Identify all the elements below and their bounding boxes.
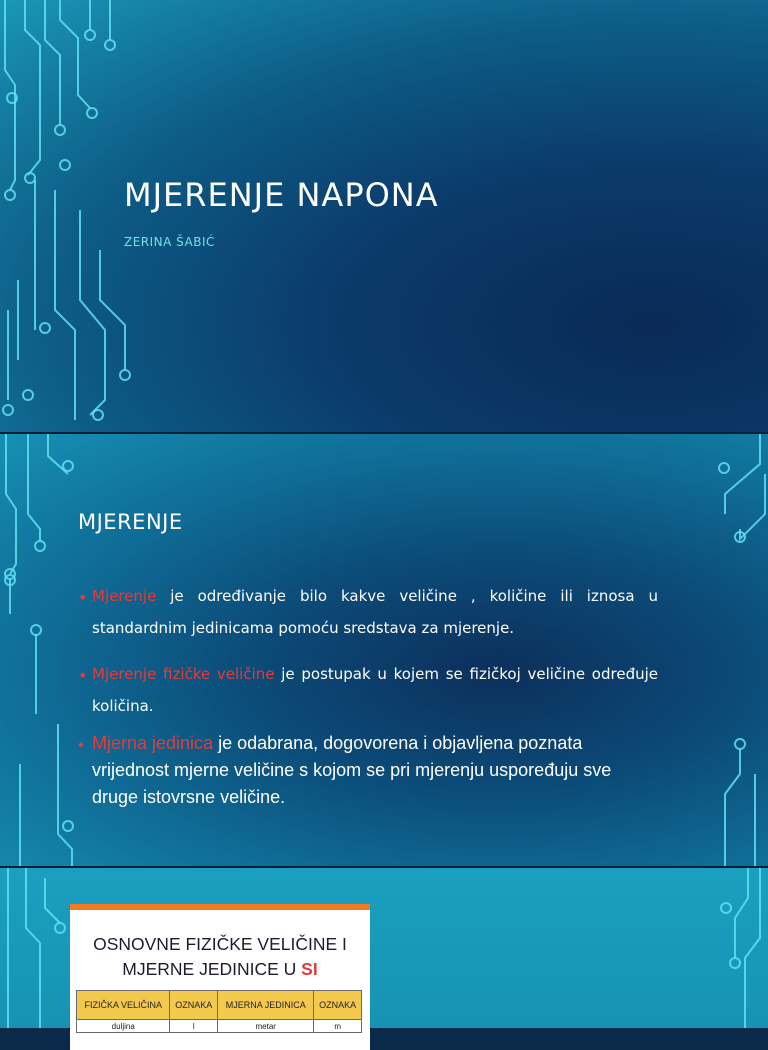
table-cell: duljina	[77, 1020, 170, 1033]
bullet-dot-icon: •	[78, 666, 88, 685]
table-cell: m	[314, 1020, 362, 1033]
bullet-highlight: Mjerna jedinica	[92, 733, 214, 753]
table-header-row	[77, 991, 362, 1020]
si-units-card	[70, 904, 370, 1050]
card-title-si: SI	[301, 959, 318, 979]
bullet-highlight: Mjerenje	[92, 587, 157, 605]
bullet-item	[78, 730, 658, 811]
card-title-line1: OSNOVNE FIZIČKE VELIČINE I	[93, 934, 347, 954]
bullet-text: je određivanje bilo kakve veličine , količine ili iznosa u standardnim jedinicama pomoću sredstava za mjerenje.	[92, 587, 658, 637]
si-units-table	[76, 990, 362, 1033]
definition-slide	[0, 434, 768, 866]
table-cell: metar	[218, 1020, 314, 1033]
table-header-cell: FIZIČKA VELIČINA	[77, 991, 170, 1020]
bullet-text: je odabrana, dogovorena i objavljena poznata vrijednost mjerne veličine s kojom se pri mjerenju uspoređuju sve druge istovrsne veličine.	[92, 733, 612, 807]
table-header-cell: OZNAKA	[170, 991, 218, 1020]
definition-list	[78, 580, 658, 825]
table-header-cell: MJERNA JEDINICA	[218, 991, 314, 1020]
presentation-title: MJERENJE NAPONA	[124, 176, 439, 214]
table-cell: l	[170, 1020, 218, 1033]
bullet-text: je postupak u kojem se fizičkoj veličine određuje količina.	[92, 665, 658, 715]
table-header-cell: OZNAKA	[314, 991, 362, 1020]
circuit-decoration	[0, 0, 160, 432]
bullet-item	[78, 580, 658, 644]
bullet-dot-icon: •	[78, 588, 88, 607]
title-slide	[0, 0, 768, 432]
section-title: MJERENJE	[78, 510, 183, 534]
bullet-highlight: Mjerenje fizičke veličine	[92, 665, 275, 683]
author-name: ZERINA ŠABIĆ	[124, 235, 215, 249]
table-row	[77, 1020, 362, 1033]
card-title-line2: MJERNE JEDINICE U	[122, 959, 302, 979]
card-title	[70, 932, 370, 982]
bullet-dot-icon: •	[78, 737, 84, 754]
bullet-item	[78, 658, 658, 722]
